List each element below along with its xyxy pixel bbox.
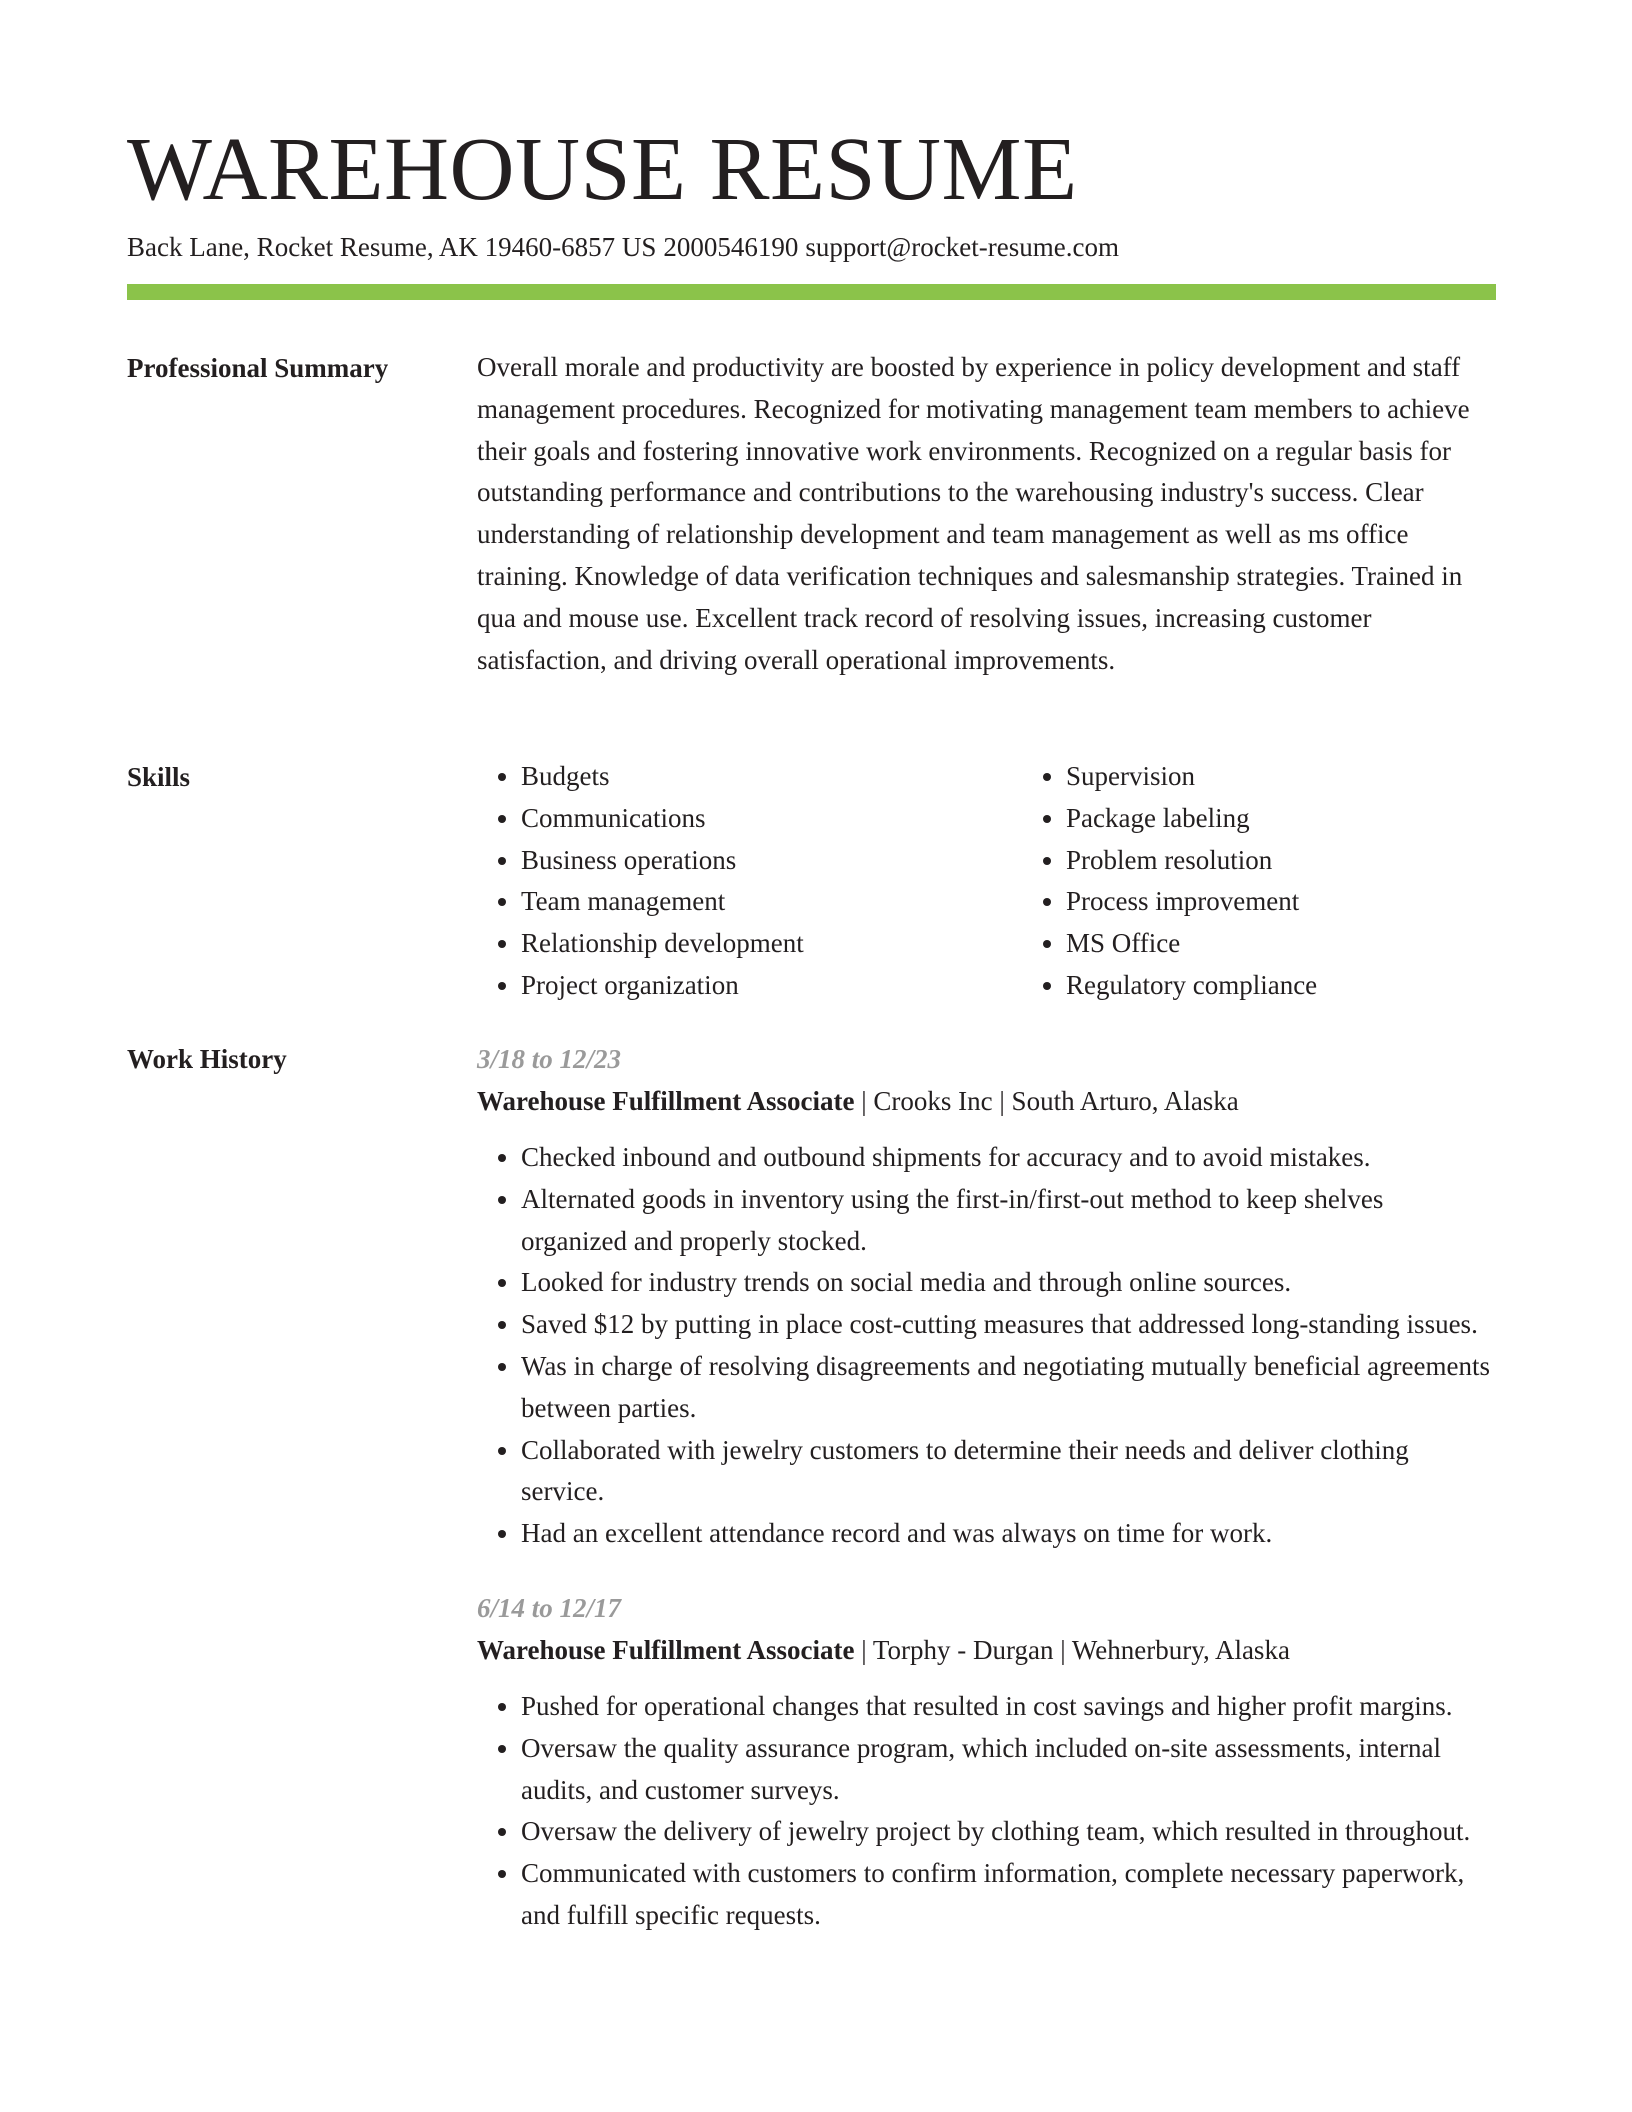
contact-email: support@rocket-resume.com	[805, 232, 1119, 262]
job-bullet: • Looked for industry trends on social media and through online sources.	[521, 1262, 1496, 1304]
job-company: Torphy - Durgan	[872, 1634, 1054, 1665]
skill-item: • Team management	[521, 881, 1022, 923]
skill-item: • Budgets	[521, 756, 1022, 798]
job-entry	[477, 1587, 1496, 1937]
skill-item: • Relationship development	[521, 923, 1022, 965]
contact-phone: 2000546190	[663, 232, 799, 262]
skill-item: • Business operations	[521, 840, 1022, 882]
job-bullet-list	[477, 1686, 1496, 1937]
summary-label: Professional Summary	[127, 353, 389, 383]
job-bullet-list	[477, 1137, 1496, 1555]
skill-item: • MS Office	[1066, 923, 1567, 965]
job-entry	[477, 1038, 1496, 1555]
job-dates: 3/18 to 12/23	[477, 1044, 622, 1074]
job-title: Warehouse Fulfillment Associate	[477, 1086, 855, 1116]
job-bullet: • Saved $12 by putting in place cost-cutting measures that addressed long-standing issues.	[521, 1304, 1496, 1346]
job-title: Warehouse Fulfillment Associate	[477, 1634, 855, 1665]
skill-item: • Process improvement	[1066, 881, 1567, 923]
summary-text: Overall morale and productivity are boosted by experience in policy development and staff management procedures. Recognized for motivating management team members to achieve their goals and fostering innovative work environments. Recognized on a regular basis for outstanding performance and contributions to the warehousing industry's success. Clear understanding of relationship development and team management as well as ms office training. Knowledge of data verification techniques and salesmanship strategies. Trained in qua and mouse use. Excellent track record of resolving issues, increasing customer satisfaction, and driving overall operational improvements.	[477, 352, 1470, 675]
skill-item: • Problem resolution	[1066, 840, 1567, 882]
skills-label: Skills	[127, 762, 191, 792]
job-bullet: • Pushed for operational changes that resulted in cost savings and higher profit margins.	[521, 1686, 1496, 1728]
skills-list-right	[1022, 756, 1567, 1007]
skill-item: • Supervision	[1066, 756, 1567, 798]
job-bullet: • Was in charge of resolving disagreements and negotiating mutually beneficial agreements between parties.	[521, 1346, 1496, 1430]
work-history-body	[477, 1038, 1496, 1937]
job-bullet: • Communicated with customers to confirm information, complete necessary paperwork, and fulfill specific requests.	[521, 1853, 1496, 1937]
skill-item: • Regulatory compliance	[1066, 965, 1567, 1007]
skills-columns	[477, 756, 1496, 1007]
skill-item: • Communications	[521, 798, 1022, 840]
job-bullet: • Oversaw the delivery of jewelry project by clothing team, which resulted in throughout.	[521, 1811, 1496, 1853]
skills-body	[477, 756, 1496, 1007]
job-company: Crooks Inc	[873, 1086, 993, 1116]
skills-list-left	[477, 756, 1022, 1007]
job-bullet: • Had an excellent attendance record and was always on time for work.	[521, 1513, 1496, 1555]
contact-line	[127, 229, 1119, 265]
job-bullet: • Collaborated with jewelry customers to determine their needs and deliver clothing service.	[521, 1430, 1496, 1514]
job-heading: Warehouse Fulfillment Associate | Torphy - Durgan | Wehnerbury, Alaska	[477, 1634, 1290, 1665]
job-dates: 6/14 to 12/17	[477, 1592, 622, 1623]
job-bullet: • Oversaw the quality assurance program, which included on-site assessments, internal audits, and customer surveys.	[521, 1728, 1496, 1812]
job-bullet: • Alternated goods in inventory using the first-in/first-out method to keep shelves organized and properly stocked.	[521, 1179, 1496, 1263]
skill-item: • Project organization	[521, 965, 1022, 1007]
job-location: Wehnerbury, Alaska	[1071, 1634, 1290, 1665]
summary-body	[477, 347, 1496, 681]
contact-address: Back Lane, Rocket Resume, AK 19460-6857 US	[127, 232, 657, 262]
job-heading: Warehouse Fulfillment Associate | Crooks Inc | South Arturo, Alaska	[477, 1086, 1239, 1116]
work-history-label: Work History	[127, 1044, 287, 1074]
job-bullet: • Checked inbound and outbound shipments for accuracy and to avoid mistakes.	[521, 1137, 1496, 1179]
resume-title: WAREHOUSE RESUME	[127, 120, 1078, 219]
header-divider	[127, 284, 1496, 300]
skill-item: • Package labeling	[1066, 798, 1567, 840]
job-location: South Arturo, Alaska	[1011, 1086, 1239, 1116]
